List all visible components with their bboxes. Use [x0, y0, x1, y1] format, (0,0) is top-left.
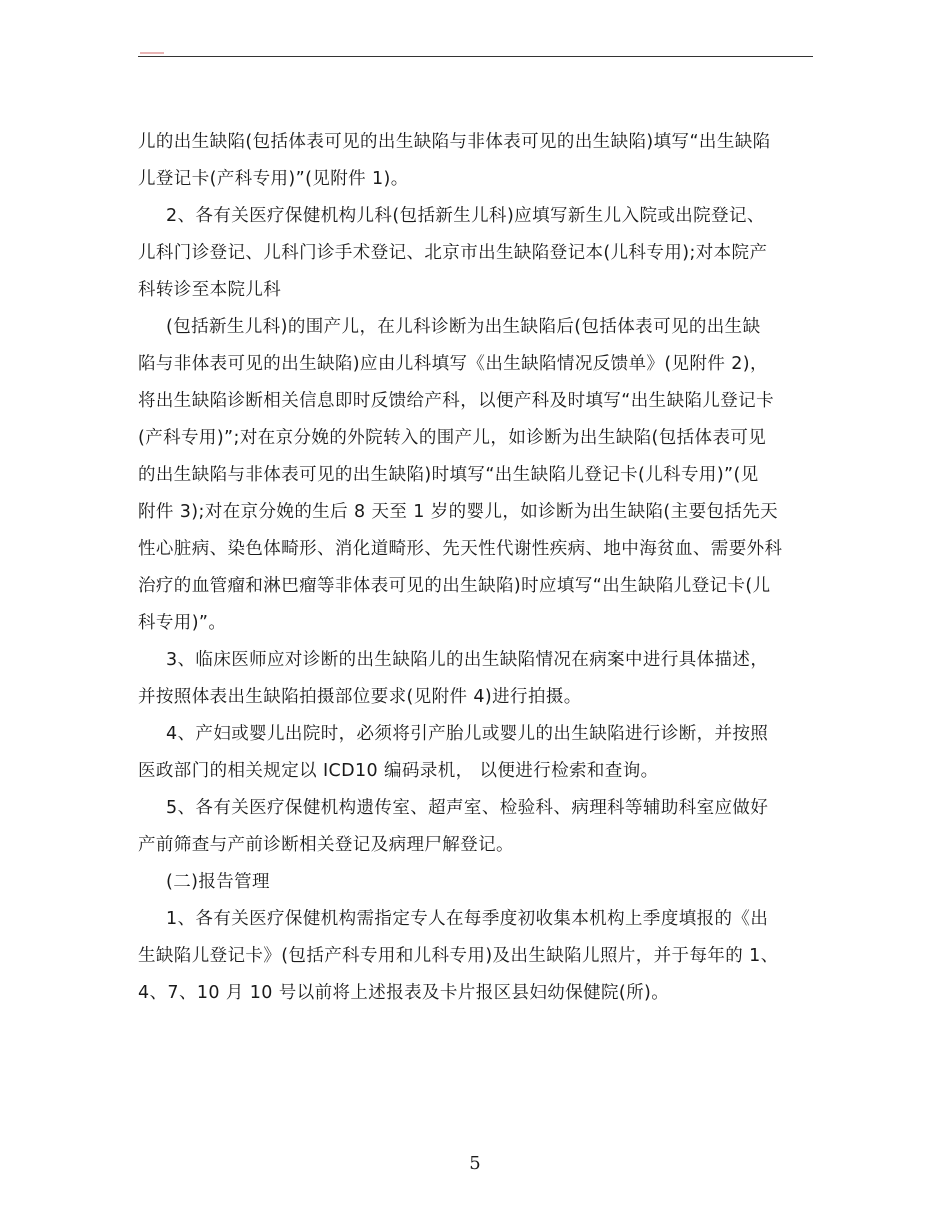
section-heading: (二)报告管理 [166, 872, 270, 892]
text-line: 儿的出生缺陷(包括体表可见的出生缺陷与非体表可见的出生缺陷)填写“出生缺陷 [138, 132, 771, 152]
text-line: 医政部门的相关规定以 ICD10 编码录机， 以便进行检索和查询。 [138, 761, 659, 781]
text-line: 1、各有关医疗保健机构需指定专人在每季度初收集本机构上季度填报的《出 [166, 909, 769, 929]
text-line: 并按照体表出生缺陷拍摄部位要求(见附件 4)进行拍摄。 [138, 687, 582, 707]
text-line: 的出生缺陷与非体表可见的出生缺陷)时填写“出生缺陷儿登记卡(儿科专用)”(见 [138, 465, 759, 485]
page-number: 5 [469, 1153, 481, 1174]
text-line: 儿科门诊登记、儿科门诊手术登记、北京市出生缺陷登记本(儿科专用);对本院产 [138, 243, 768, 263]
text-line: (产科专用)”;对在京分娩的外院转入的围产儿，如诊断为出生缺陷(包括体表可见 [138, 428, 767, 448]
text-line: 5、各有关医疗保健机构遗传室、超声室、检验科、病理科等辅助科室应做好 [166, 798, 769, 818]
header-rule [138, 56, 813, 57]
text-line: (包括新生儿科)的围产儿，在儿科诊断为出生缺陷后(包括体表可见的出生缺 [166, 317, 761, 337]
text-line: 附件 3);对在京分娩的生后 8 天至 1 岁的婴儿，如诊断为出生缺陷(主要包括先天 [138, 502, 779, 522]
text-line: 产前筛查与产前诊断相关登记及病理尸解登记。 [138, 835, 514, 855]
text-line: 性心脏病、染色体畸形、消化道畸形、先天性代谢性疾病、地中海贫血、需要外科 [138, 539, 783, 559]
text-line: 将出生缺陷诊断相关信息即时反馈给产科，以便产科及时填写“出生缺陷儿登记卡 [138, 391, 774, 411]
text-line: 2、各有关医疗保健机构儿科(包括新生儿科)应填写新生儿入院或出院登记、 [166, 206, 765, 226]
text-line: 生缺陷儿登记卡》(包括产科专用和儿科专用)及出生缺陷儿照片，并于每年的 1、 [138, 946, 779, 966]
text-line: 科转诊至本院儿科 [138, 280, 282, 300]
text-line: 4、产妇或婴儿出院时，必须将引产胎儿或婴儿的出生缺陷进行诊断，并按照 [166, 724, 769, 744]
text-line: 儿登记卡(产科专用)”(见附件 1)。 [138, 169, 409, 189]
text-line: 陷与非体表可见的出生缺陷)应由儿科填写《出生缺陷情况反馈单》(见附件 2)， [138, 354, 768, 374]
text-line: 治疗的血管瘤和淋巴瘤等非体表可见的出生缺陷)时应填写“出生缺陷儿登记卡(儿 [138, 576, 771, 596]
text-line: 科专用)”。 [138, 613, 227, 633]
header-mark [140, 52, 164, 54]
text-line: 4、7、10 月 10 号以前将上述报表及卡片报区县妇幼保健院(所)。 [138, 983, 670, 1003]
text-line: 3、临床医师应对诊断的出生缺陷儿的出生缺陷情况在病案中进行具体描述， [166, 650, 769, 670]
document-body [138, 124, 816, 1012]
